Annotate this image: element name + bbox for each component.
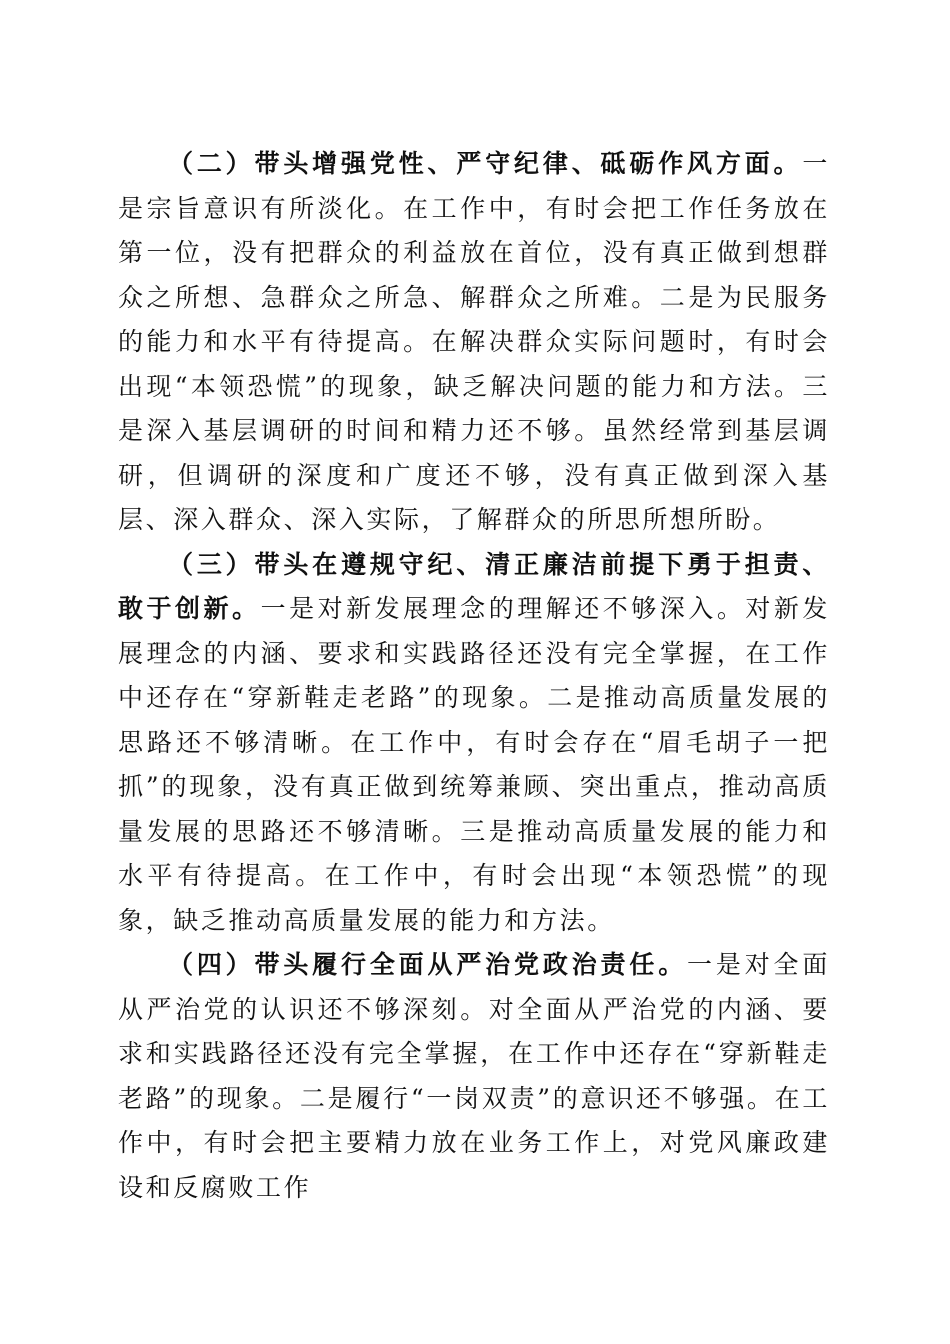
paragraph-2-body: 一是宗旨意识有所淡化。在工作中，有时会把工作任务放在第一位，没有把群众的利益放在首位，没有真正做到想群众之所想、急群众之所急、解群众之所难。二是为民服务的能力和水平有待提高。在解决群众实际问题时，有时会出现“本领恐慌”的现象，缺乏解决问题的能力和方法。三是深入基层调研的时间和精力还不够。虽然经常到基层调研，但调研的深度和广度还不够，没有真正做到深入基层、深入群众、深入实际，了解群众的所思所想所盼。: [118, 149, 830, 534]
paragraph-3-body: 一是对新发展理念的理解还不够深入。对新发展理念的内涵、要求和实践路径还没有完全掌握，在工作中还存在“穿新鞋走老路”的现象。二是推动高质量发展的思路还不够清晰。在工作中，有时会存在“眉毛胡子一把抓”的现象，没有真正做到统筹兼顾、突出重点，推动高质量发展的思路还不够清晰。三是推动高质量发展的能力和水平有待提高。在工作中，有时会出现“本领恐慌”的现象，缺乏推动高质量发展的能力和方法。: [118, 594, 830, 935]
paragraph-2: [118, 142, 830, 543]
paragraph-2-heading: （二）带头增强党性、严守纪律、砥砺作风方面。: [168, 149, 803, 178]
paragraph-4: [118, 943, 830, 1210]
document-body: [118, 142, 830, 1210]
paragraph-4-body: 一是对全面从严治党的认识还不够深刻。对全面从严治党的内涵、要求和实践路径还没有完全掌握，在工作中还存在“穿新鞋走老路”的现象。二是履行“一岗双责”的意识还不够强。在工作中，有时会把主要精力放在业务工作上，对党风廉政建设和反腐败工作: [118, 950, 830, 1202]
paragraph-4-heading: （四）带头履行全面从严治党政治责任。: [168, 950, 688, 979]
paragraph-3-heading: （三）带头在遵规守纪、清正廉洁前提下勇于担责、敢于创新。: [118, 549, 830, 623]
paragraph-3: [118, 543, 830, 944]
